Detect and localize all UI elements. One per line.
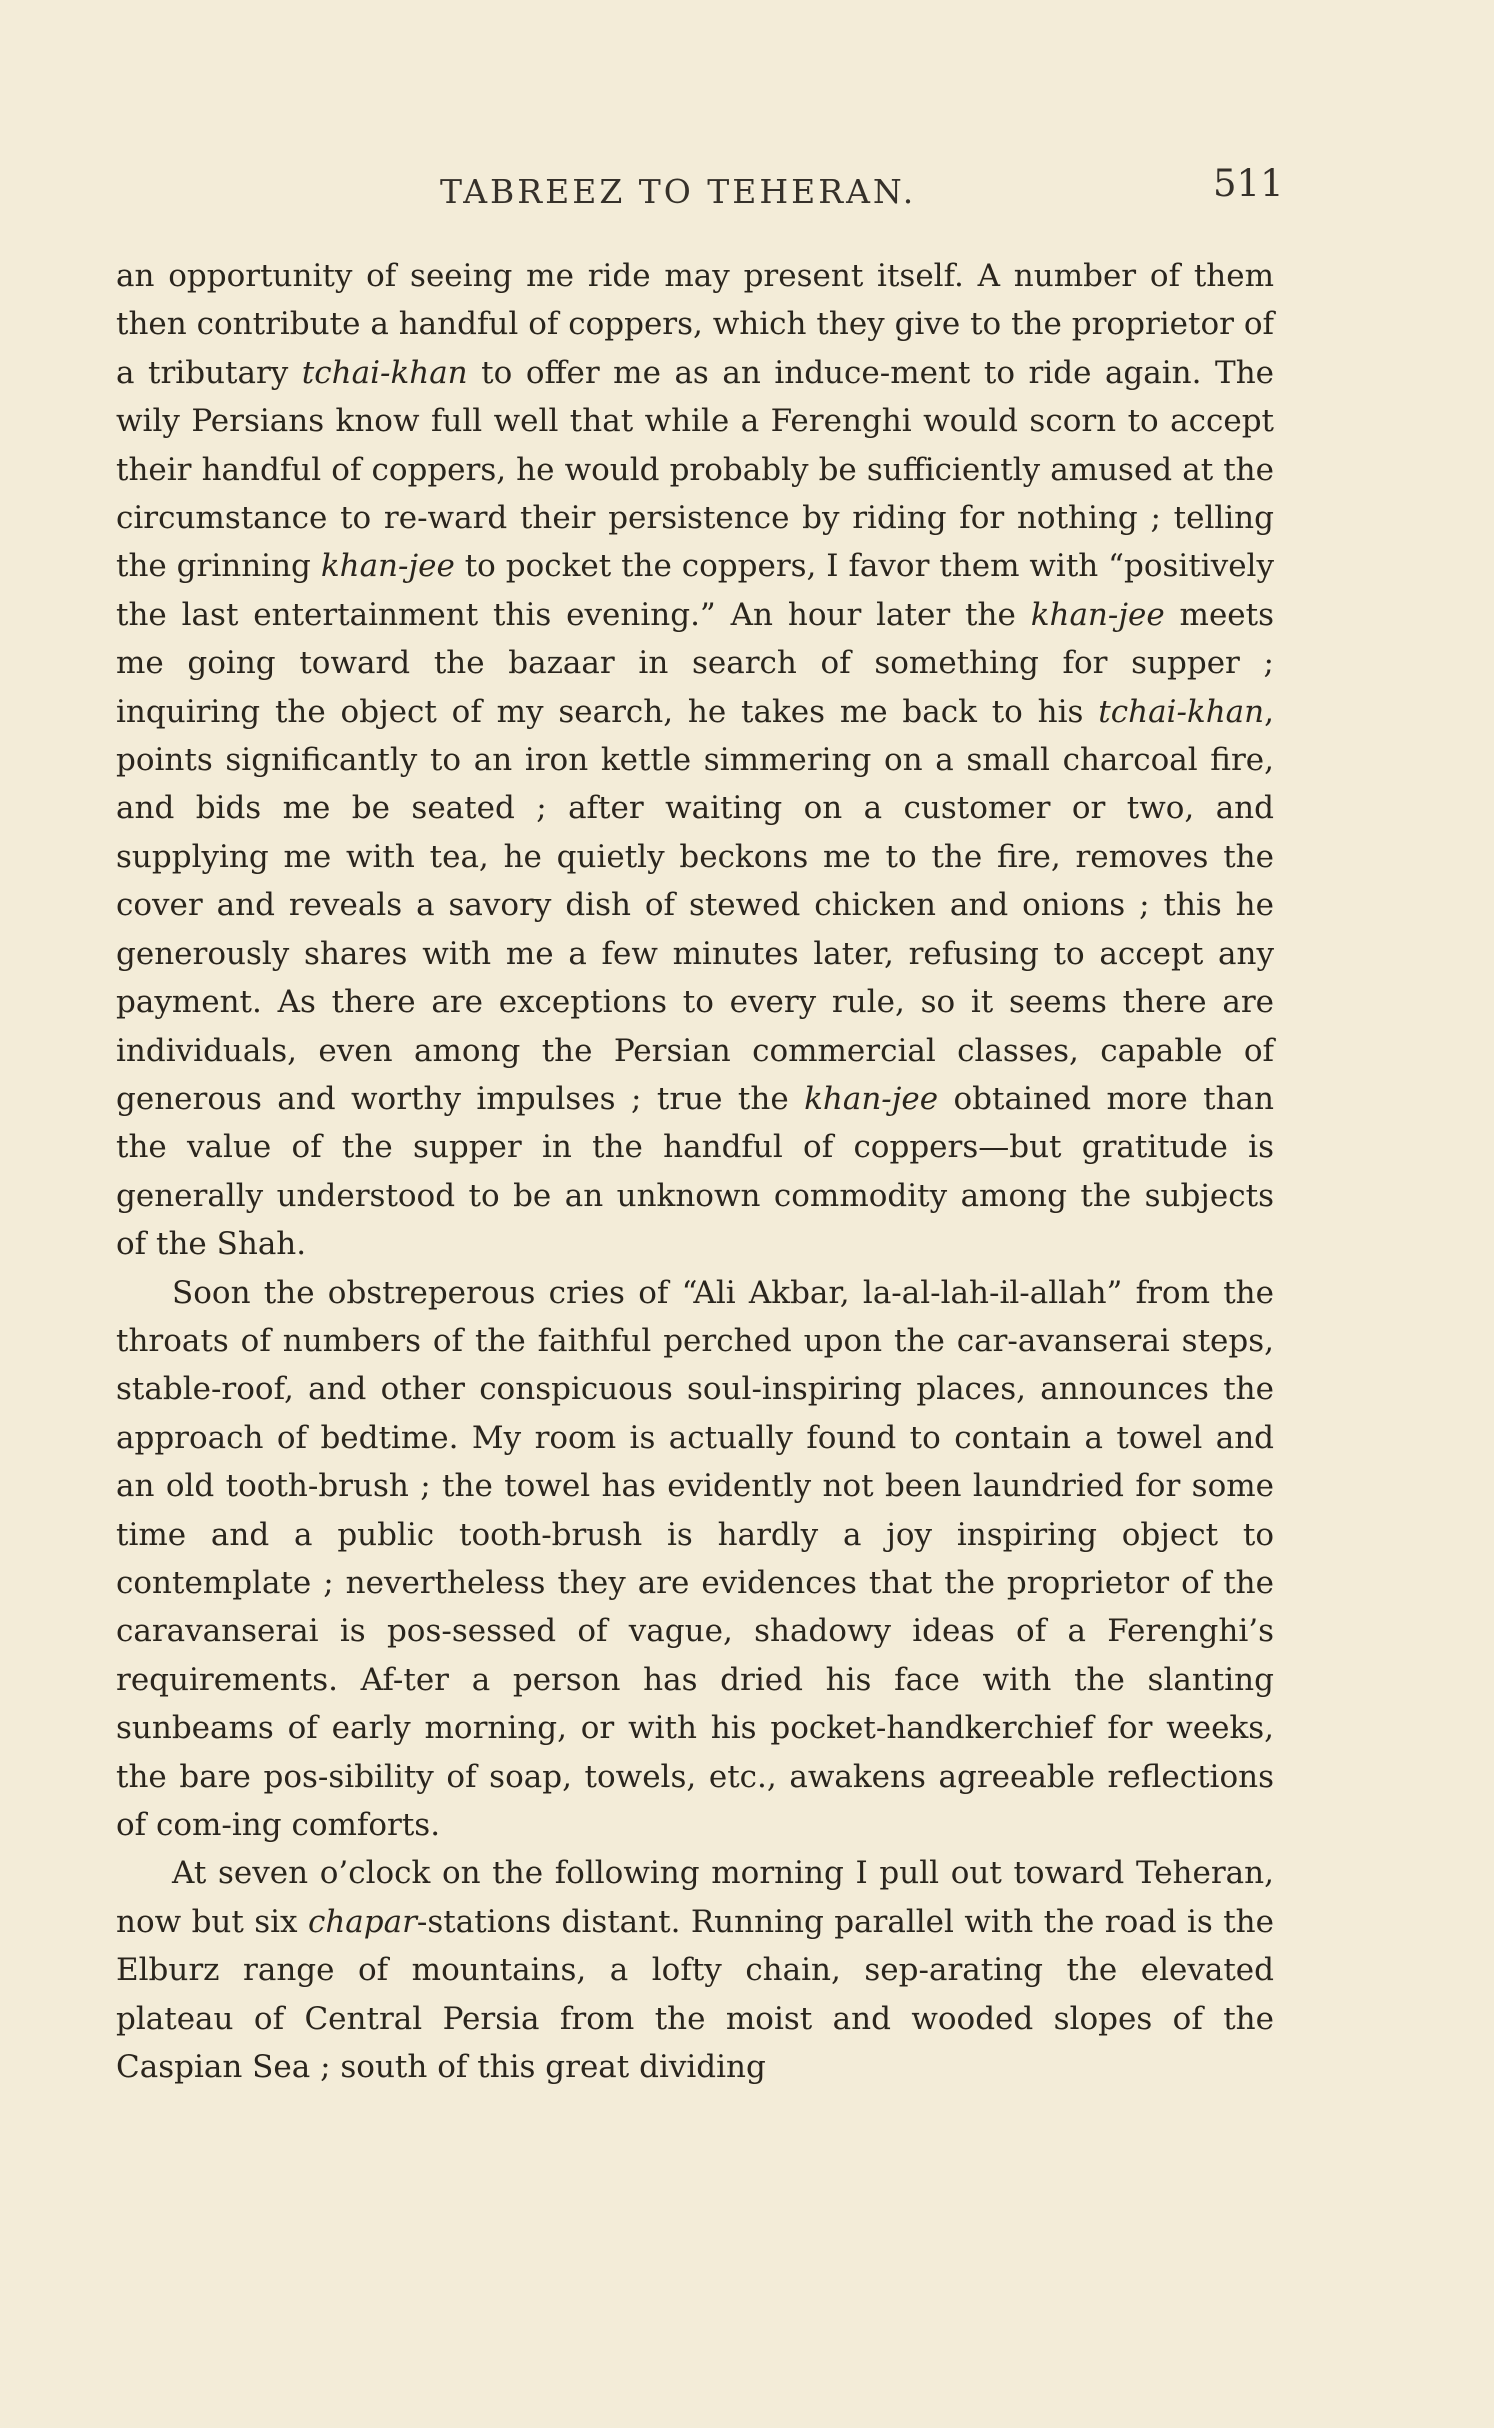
text-run: Soon the obstreperous cries of “Ali Akbar, la-al-lah-il-allah” from the throats of numbers of the faithful perched upon the car-avanserai steps, stable-roof, and other conspicuous soul-inspiring places, announces the approach of bedtime. My room is actually found to contain a towel and an old tooth-brush ; the towel has evidently not been laundried for some time and a public tooth-brush is hardly a joy inspiring object to contemplate ; nevertheless they are evidences that the proprietor of the caravanserai is pos-sessed of vague, shadowy ideas of a Ferenghi’s requirements. Af-ter a person has dried his face with the slanting sunbeams of early morning, or with his pocket-handkerchief for weeks, the bare pos-sibility of soap, towels, etc., awakens agreeable reflections of com-ing comforts. [116,1274,1274,1843]
running-title: TABREEZ TO TEHERAN. [440,172,917,211]
italic-term: khan-jee [1030,596,1165,633]
italic-term: chapar [307,1903,417,1940]
text-run: to pocket the coppers, I favor them with “positively the last entertainment this evening.” An hour later the [116,548,1274,633]
text-run: an opportunity of seeing me ride may present itself. A number of them then contribute a handful of coppers, which they give to the proprietor of a tributary [116,258,1274,391]
italic-term: khan-jee [804,1080,939,1117]
text-run: , points significantly to an iron kettle simmering on a small charcoal fire, and bids me be seated ; after waiting on a customer or two, and supplying me with tea, he quietly beckons me to the fire, removes the cover and reveals a savory dish of stewed chicken and onions ; this he generously shares with me a few minutes later, refusing to accept any payment. As there are exceptions to every rule, so it seems there are individuals, even among the Persian commercial classes, capable of generous and worthy impulses ; true the [116,693,1274,1117]
italic-term: tchai-khan [301,354,468,391]
text-run: meets me going toward the bazaar in search of something for supper ; inquiring the object of my search, he takes me back to his [116,596,1274,730]
text-run: to offer me as an induce-ment to ride again. The wily Persians know full well that while a Ferenghi would scorn to accept their handful of coppers, he would probably be sufficiently amused at the circumstance to re-ward their persistence by riding for nothing ; telling the grinning [116,354,1274,585]
text-run: At seven o’clock on the following morning I pull out toward Teheran, now but six [116,1855,1274,1940]
italic-term: khan-jee [320,548,455,585]
text-run: obtained more than the value of the supper in the handful of coppers—but gratitude is generally understood to be an unknown commodity among the subjects of the Shah. [116,1080,1274,1263]
italic-term: tchai-khan [1098,693,1265,730]
body-text [116,252,1274,2091]
paragraph [116,1849,1274,2091]
paragraph [116,252,1274,1269]
page-number: 511 [1213,162,1284,205]
text-run: -stations distant. Running parallel with the road is the Elburz range of mountains, a lofty chain, sep-arating the elevated plateau of Central Persia from the moist and wooded slopes of the Caspian Sea ; south of this great dividing [116,1903,1274,2086]
paragraph [116,1269,1274,1850]
